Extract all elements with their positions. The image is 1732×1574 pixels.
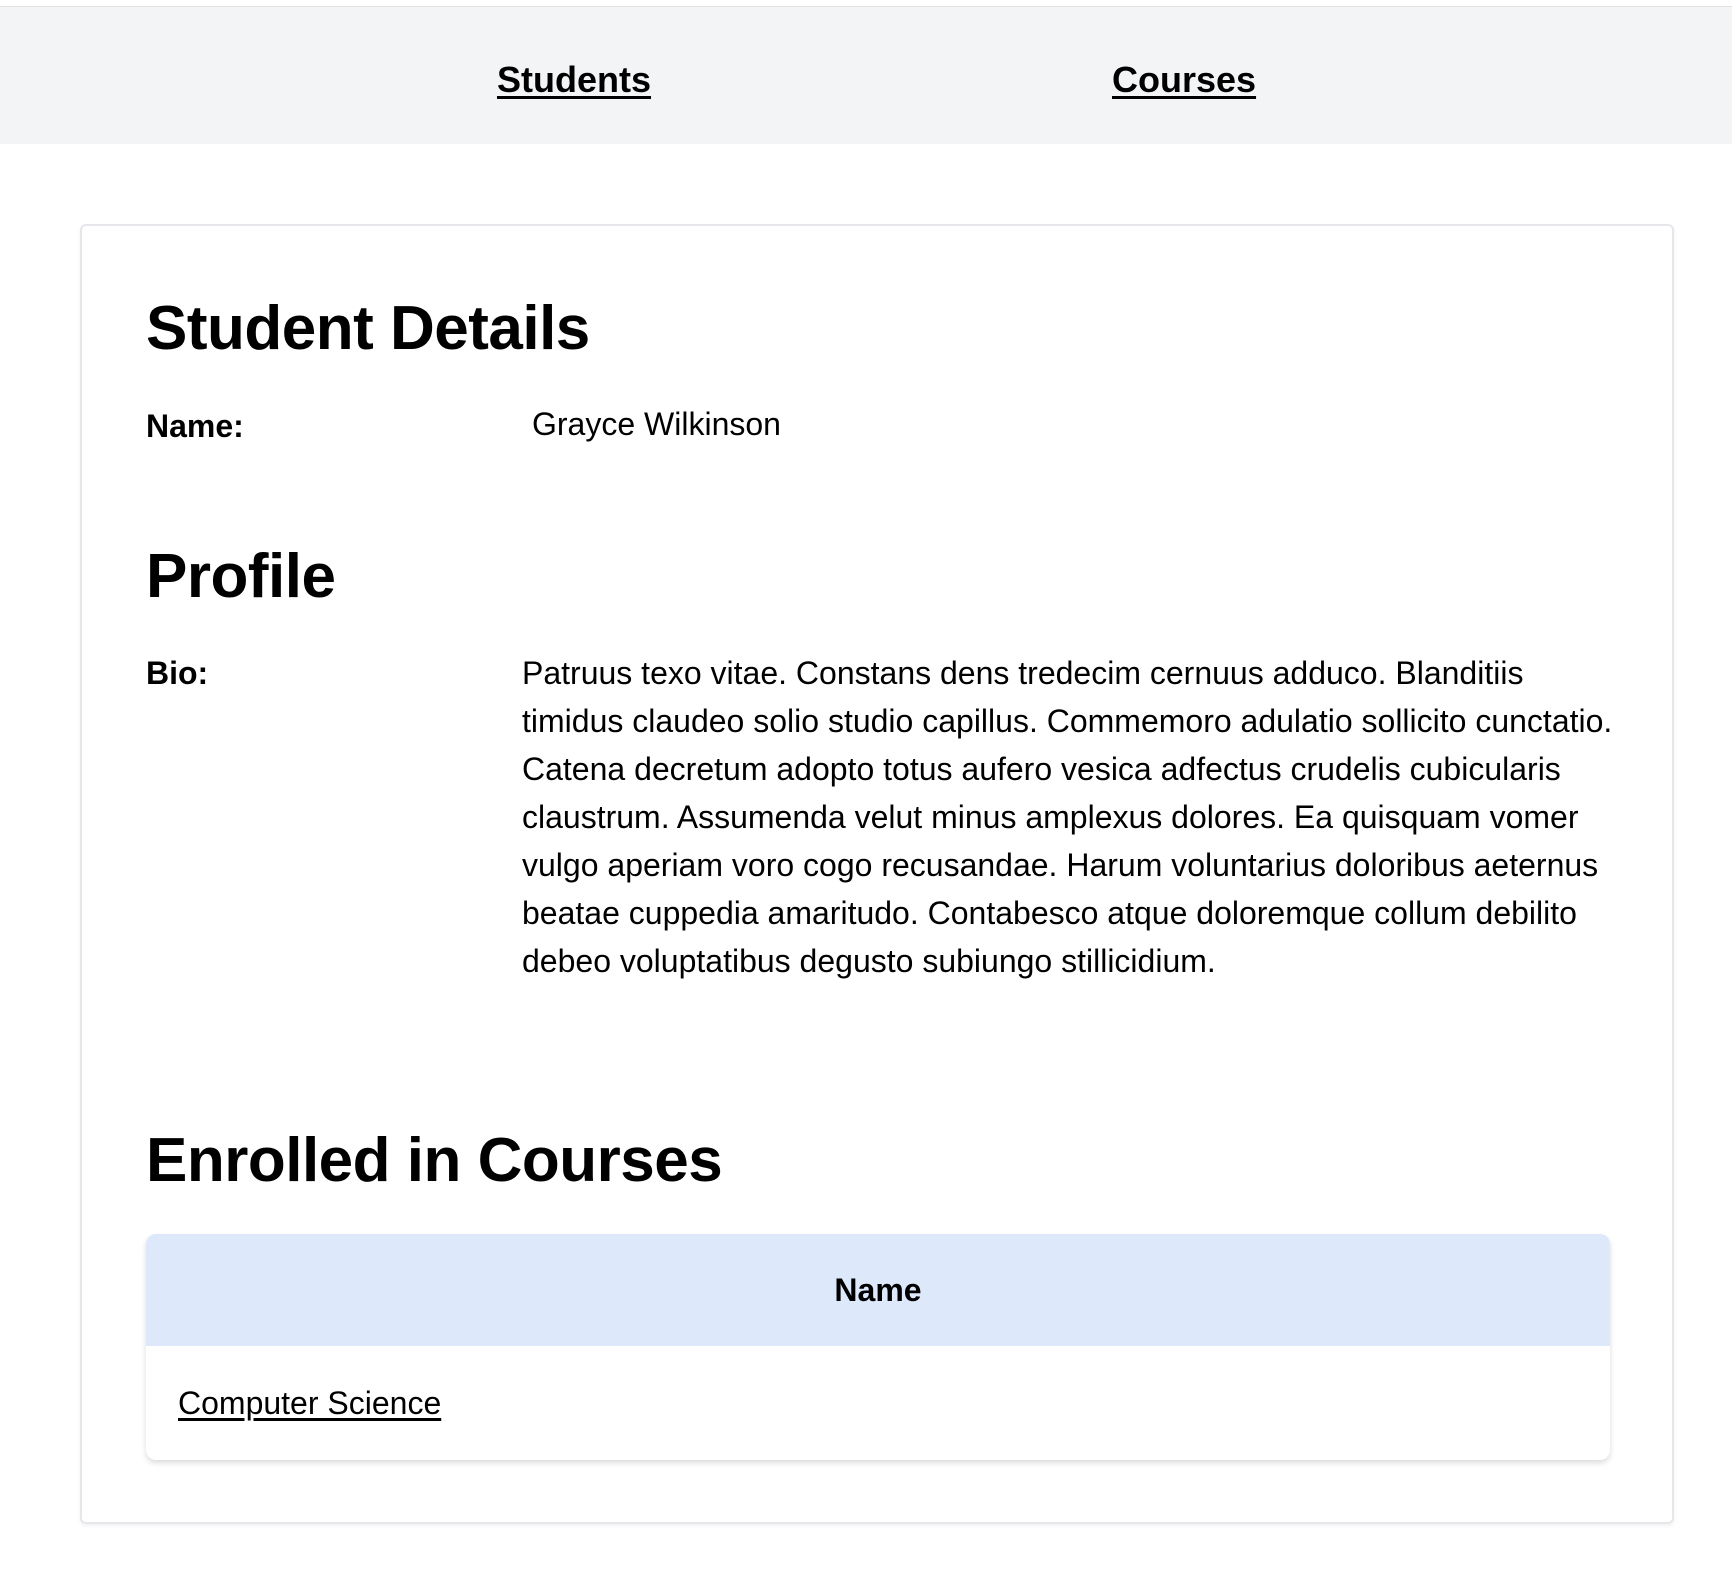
student-details-heading: Student Details <box>146 294 590 363</box>
table-header-row <box>146 1234 1610 1346</box>
name-label: Name: <box>146 408 244 444</box>
column-header-name: Name <box>146 1234 1610 1346</box>
courses-table <box>146 1234 1610 1460</box>
nav-link-students[interactable]: Students <box>497 59 652 100</box>
enrolled-courses-heading: Enrolled in Courses <box>146 1126 723 1195</box>
table-cell <box>146 1346 1610 1460</box>
course-link-computer-science[interactable]: Computer Science <box>178 1384 442 1421</box>
top-navigation <box>0 6 1732 144</box>
table-row <box>146 1346 1610 1460</box>
nav-link-courses[interactable]: Courses <box>1112 59 1257 100</box>
name-value: Grayce Wilkinson <box>532 406 781 442</box>
bio-value: Patruus texo vitae. Constans dens tredecim cernuus adduco. Blanditiis timidus claudeo solio studio capillus. Commemoro adulatio sollicito cunctatio. Catena decretum adopto totus aufero vesica adfectus crudelis cubicularis claustrum. Assumenda velut minus amplexus dolores. Ea quisquam vomer vulgo aperiam voro cogo recusandae. Harum voluntarius doloribus aeternus beatae cuppedia amaritudo. Contabesco atque doloremque collum debilito debeo voluptatibus degusto subiungo stillicidium. <box>522 655 1613 979</box>
profile-heading: Profile <box>146 542 336 611</box>
bio-label: Bio: <box>146 655 209 691</box>
